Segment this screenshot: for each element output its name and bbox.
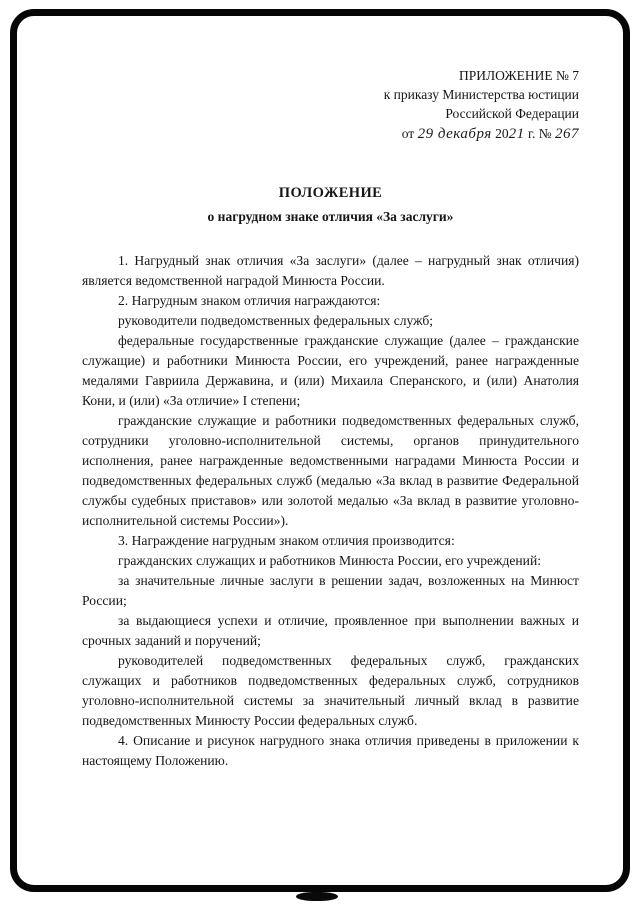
order-number-handwritten: 267	[555, 126, 579, 142]
title-main: ПОЛОЖЕНИЕ	[278, 185, 383, 201]
paragraph: руководители подведомственных федеральных служб;	[118, 313, 434, 328]
paragraph: за выдающиеся успехи и отличие, проявленное при выполнении важных и срочных заданий и поручений;	[82, 613, 579, 648]
paragraph: 1. Нагрудный знак отличия «За заслуги» (далее – нагрудный знак отличия) является ведомственной наградой Минюста России.	[82, 253, 579, 288]
header-federation-line: Российской Федерации	[445, 106, 579, 121]
header-order-line: к приказу Министерства юстиции	[383, 87, 579, 102]
document-header	[82, 66, 579, 144]
year-printed: 20	[495, 126, 509, 141]
paragraph: за значительные личные заслуги в решении задач, возложенных на Минюст России;	[82, 573, 579, 608]
paragraph: 2. Нагрудным знаком отличия награждаются:	[118, 293, 381, 308]
header-date-line	[82, 124, 579, 144]
year-handwritten: 21	[508, 126, 525, 142]
date-prefix: от	[401, 126, 415, 141]
header-appendix-line: ПРИЛОЖЕНИЕ № 7	[458, 68, 579, 83]
paragraph: 3. Награждение нагрудным знаком отличия производится:	[118, 533, 455, 548]
paragraph: руководителей подведомственных федеральных служб, гражданских служащих и работников подведомственных федеральных служб, сотрудников уголовно-исполнительной системы за значительный личный вклад в развитие подведомственных Минюсту России федеральных служб.	[82, 653, 579, 728]
title-subtitle: о нагрудном знаке отличия «За заслуги»	[207, 209, 454, 224]
date-day-month-handwritten: 29 декабря	[417, 126, 492, 142]
paragraph: 4. Описание и рисунок нагрудного знака отличия приведены в приложении к настоящему Положению.	[82, 733, 579, 768]
scan-artifact	[296, 892, 338, 901]
paragraph: гражданских служащих и работников Минюста России, его учреждений:	[118, 553, 541, 568]
document-page	[82, 66, 579, 771]
document-body	[82, 251, 579, 771]
paragraph: федеральные государственные гражданские служащие (далее – гражданские служащие) и работники Минюста России, его учреждений, ранее награжденные медалями Гавриила Державина, и (или) Михаила Сперанского, и (или) Анатолия Кони, и (или) «За отличие» I степени;	[82, 333, 579, 408]
date-suffix: г. №	[527, 126, 552, 141]
document-title	[82, 185, 579, 225]
paragraph: гражданские служащие и работники подведомственных федеральных служб, сотрудники уголовно-исполнительной системы, органов принудительного исполнения, ранее награжденные ведомственными наградами Минюста России и подведомственных федеральных служб (медалью «За вклад в развитие Федеральной службы судебных приставов» или золотой медалью «За вклад в развитие уголовно-исполнительной системы России»).	[82, 413, 579, 528]
